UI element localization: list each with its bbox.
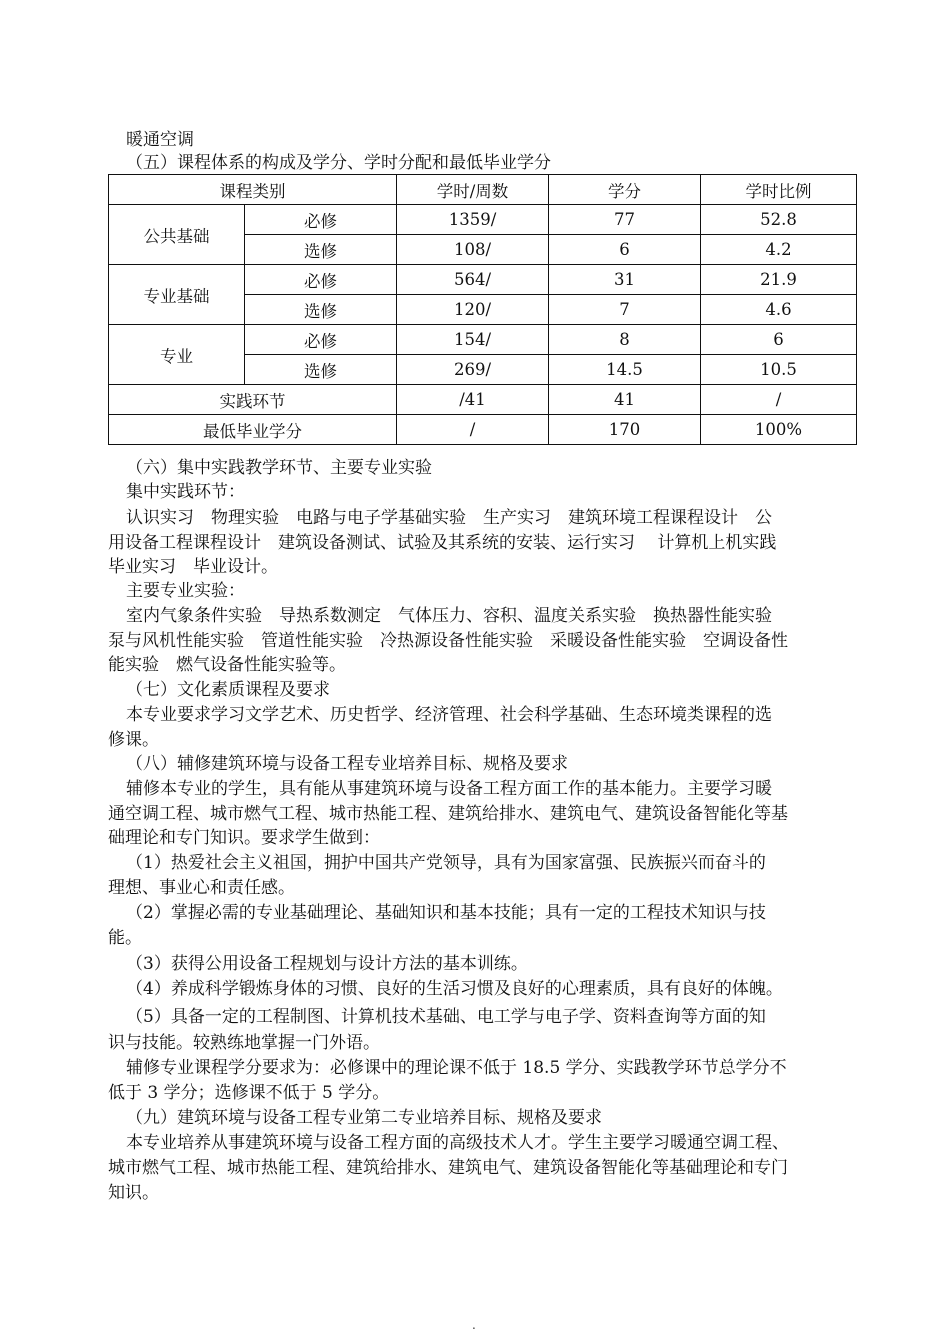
minimum-ratio: 100% (701, 415, 857, 445)
header-ratio: 学时比例 (701, 175, 857, 205)
practice-credits: 41 (549, 385, 701, 415)
paragraph-line: 辅修本专业的学生，具有能从事建筑环境与设备工程方面工作的基本能力。主要学习暖 (126, 779, 772, 799)
row-type: 必修 (245, 265, 397, 295)
paragraph-line: 用设备工程课程设计 建筑设备测试、试验及其系统的安装、运行实习 计算机上机实践 (108, 533, 777, 553)
minimum-label: 最低毕业学分 (109, 415, 397, 445)
row-hours: 108/ (397, 235, 549, 265)
header-hours: 学时/周数 (397, 175, 549, 205)
row-hours: 120/ (397, 295, 549, 325)
row-hours: 1359/ (397, 205, 549, 235)
paragraph-line: 修课。 (108, 730, 159, 750)
section-6-title: （六）集中实践教学环节、主要专业实验 (126, 458, 432, 478)
row-credits: 31 (549, 265, 701, 295)
row-ratio: 4.6 (701, 295, 857, 325)
row-ratio: 21.9 (701, 265, 857, 295)
row-credits: 14.5 (549, 355, 701, 385)
row-type: 必修 (245, 205, 397, 235)
group-major-basic: 专业基础 (109, 265, 245, 325)
group-major: 专业 (109, 325, 245, 385)
row-credits: 77 (549, 205, 701, 235)
section-8-title: （八）辅修建筑环境与设备工程专业培养目标、规格及要求 (126, 754, 568, 774)
paragraph-line: 识与技能。较熟练地掌握一门外语。 (108, 1033, 380, 1053)
paragraph-line: 能。 (108, 928, 142, 948)
minimum-row (109, 415, 857, 445)
heading-hvac: 暖通空调 (126, 130, 194, 150)
table-row (109, 265, 857, 295)
row-credits: 7 (549, 295, 701, 325)
requirement-4: （4）养成科学锻炼身体的习惯、良好的生活习惯及良好的心理素质，具有良好的体魄。 (126, 979, 783, 999)
minimum-hours: / (397, 415, 549, 445)
row-hours: 564/ (397, 265, 549, 295)
section-7-title: （七）文化素质课程及要求 (126, 680, 330, 700)
section-9-title: （九）建筑环境与设备工程专业第二专业培养目标、规格及要求 (126, 1108, 602, 1128)
row-hours: 154/ (397, 325, 549, 355)
row-credits: 8 (549, 325, 701, 355)
row-ratio: 6 (701, 325, 857, 355)
row-type: 必修 (245, 325, 397, 355)
row-type: 选修 (245, 235, 397, 265)
table-header-row (109, 175, 857, 205)
row-credits: 6 (549, 235, 701, 265)
paragraph-line: 城市燃气工程、城市热能工程、建筑给排水、建筑电气、建筑设备智能化等基础理论和专门 (108, 1158, 788, 1178)
practice-row (109, 385, 857, 415)
credits-table (108, 174, 857, 445)
practice-label: 实践环节 (109, 385, 397, 415)
row-hours: 269/ (397, 355, 549, 385)
paragraph-line: 辅修专业课程学分要求为：必修课中的理论课不低于 18.5 学分、实践教学环节总学分不 (126, 1058, 787, 1078)
table-row (109, 205, 857, 235)
section-5-title: （五）课程体系的构成及学分、学时分配和最低毕业学分 (126, 153, 551, 173)
row-ratio: 4.2 (701, 235, 857, 265)
paragraph-line: 础理论和专门知识。要求学生做到： (108, 828, 380, 848)
header-category: 课程类别 (109, 175, 397, 205)
paragraph-line: 室内气象条件实验 导热系数测定 气体压力、容积、温度关系实验 换热器性能实验 (126, 606, 772, 626)
practice-ratio: / (701, 385, 857, 415)
requirement-1: （1）热爱社会主义祖国，拥护中国共产党领导，具有为国家富强、民族振兴而奋斗的 (126, 853, 766, 873)
row-ratio: 52.8 (701, 205, 857, 235)
requirement-2: （2）掌握必需的专业基础理论、基础知识和基本技能；具有一定的工程技术知识与技 (126, 903, 766, 923)
paragraph-line: 毕业实习 毕业设计。 (108, 557, 278, 577)
requirement-5: （5）具备一定的工程制图、计算机技术基础、电工学与电子学、资料查询等方面的知 (126, 1007, 766, 1027)
paragraph-line: 本专业要求学习文学艺术、历史哲学、经济管理、社会科学基础、生态环境类课程的选 (126, 705, 772, 725)
row-ratio: 10.5 (701, 355, 857, 385)
paragraph-line: 理想、事业心和责任感。 (108, 878, 295, 898)
minimum-credits: 170 (549, 415, 701, 445)
experiments-subtitle: 主要专业实验： (126, 581, 245, 601)
paragraph-line: 认识实习 物理实验 电路与电子学基础实验 生产实习 建筑环境工程课程设计 公 (126, 508, 772, 528)
requirement-3: （3）获得公用设备工程规划与设计方法的基本训练。 (126, 954, 528, 974)
paragraph-line: 低于 3 学分；选修课不低于 5 学分。 (108, 1083, 390, 1103)
paragraph-line: 知识。 (108, 1183, 159, 1203)
paragraph-line: 通空调工程、城市燃气工程、城市热能工程、建筑给排水、建筑电气、建筑设备智能化等基 (108, 804, 788, 824)
header-credits: 学分 (549, 175, 701, 205)
group-public-basic: 公共基础 (109, 205, 245, 265)
table-row (109, 325, 857, 355)
paragraph-line: 能实验 燃气设备性能实验等。 (108, 655, 346, 675)
paragraph-line: 本专业培养从事建筑环境与设备工程方面的高级技术人才。学生主要学习暖通空调工程、 (126, 1133, 789, 1153)
practice-hours: /41 (397, 385, 549, 415)
row-type: 选修 (245, 295, 397, 325)
page-footer-dot: . (472, 1318, 476, 1332)
paragraph-line: 泵与风机性能实验 管道性能实验 冷热源设备性能实验 采暖设备性能实验 空调设备性 (108, 631, 788, 651)
row-type: 选修 (245, 355, 397, 385)
practice-subtitle: 集中实践环节： (126, 482, 245, 502)
